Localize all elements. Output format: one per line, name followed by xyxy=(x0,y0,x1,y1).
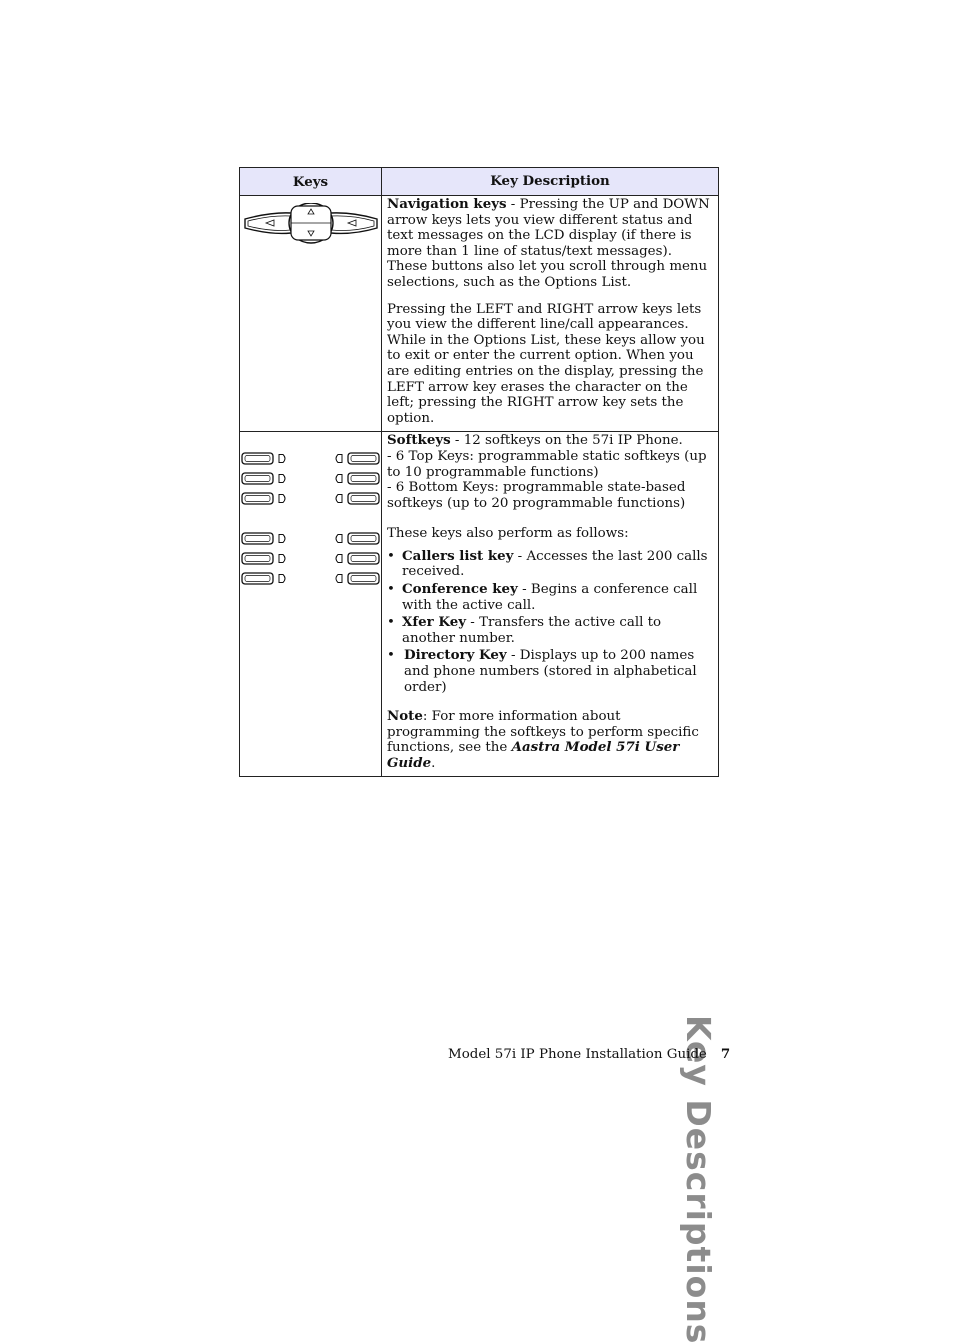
nav-title: Navigation keys xyxy=(387,196,507,212)
table-header-row xyxy=(240,168,718,195)
softkey-left xyxy=(242,493,285,504)
page-footer xyxy=(448,1046,731,1062)
softkeys-also-perform: These keys also perform as follows: xyxy=(387,526,629,542)
list-item xyxy=(387,615,713,646)
softkeys-row xyxy=(240,431,718,775)
softkey-left xyxy=(242,453,285,464)
bullet-term: Conference key xyxy=(402,581,518,598)
softkey-right xyxy=(336,533,379,544)
softkeys-note xyxy=(387,709,713,771)
softkeys-top-keys: - 6 Top Keys: programmable static softkeys (up to 10 programmable functions) xyxy=(387,448,707,480)
softkey-right xyxy=(336,553,379,564)
bullet-term: Callers list key xyxy=(402,547,514,564)
softkeys-title-rest: - 12 softkeys on the 57i IP Phone. xyxy=(450,433,683,449)
list-item xyxy=(387,549,713,580)
softkey-right xyxy=(336,573,379,584)
softkeys-description xyxy=(382,432,718,775)
nav-paragraph-1 xyxy=(387,197,713,291)
softkey-right xyxy=(336,453,379,464)
bullet-text: - Displays up to 200 names and phone numbers (stored in alphabetical order) xyxy=(404,648,697,695)
list-item xyxy=(387,648,713,695)
nav-p1-text: - Pressing the UP and DOWN arrow keys lets you view different status and text messages on the LCD display (if there is more than 1 line of status/text messages). These buttons also let you scroll through menu selections, such as the Options List. xyxy=(387,197,710,290)
key-description-table xyxy=(239,167,719,777)
footer-title: Model 57i IP Phone Installation Guide xyxy=(448,1047,707,1062)
note-label: Note xyxy=(387,708,423,725)
header-key-description: Key Description xyxy=(490,172,610,189)
softkeys-title: Softkeys xyxy=(387,432,451,449)
softkey-left xyxy=(242,473,285,484)
navigation-keypad-icon xyxy=(241,203,381,253)
note-text: : For more information about programming the softkeys to perform specific functions, see the xyxy=(387,709,699,756)
softkey-right xyxy=(336,473,379,484)
page-number: 7 xyxy=(720,1046,731,1062)
softkeys-icon xyxy=(240,450,382,610)
bullet-text: - Transfers the active call to another number. xyxy=(402,615,662,646)
list-item xyxy=(387,582,713,613)
navigation-keys-row xyxy=(240,195,718,431)
header-keys: Keys xyxy=(240,168,382,195)
bullet-term: Directory Key xyxy=(404,647,507,664)
navigation-keys-description xyxy=(382,196,718,431)
bullet-text: - Begins a conference call with the active call. xyxy=(402,582,698,613)
softkey-right xyxy=(336,493,379,504)
softkey-left xyxy=(242,533,285,544)
section-side-title: Key Descriptions xyxy=(679,1015,718,1344)
bullet-text: - Accesses the last 200 calls received. xyxy=(402,548,708,580)
softkeys-cell xyxy=(240,432,382,775)
nav-paragraph-2: Pressing the LEFT and RIGHT arrow keys lets you view the different line/call appearances. While in the Options List, these keys allow you to exit or enter the current option. When you are editing entries on the display, pressing the LEFT arrow key erases the character on the left; pressing the RIGHT arrow key sets the option. xyxy=(387,301,705,426)
navigation-keys-cell xyxy=(240,196,382,431)
softkeys-bottom-keys: - 6 Bottom Keys: programmable state-based softkeys (up to 20 programmable functions) xyxy=(387,480,686,511)
softkeys-intro xyxy=(387,433,713,449)
bullet-term: Xfer Key xyxy=(402,614,467,631)
note-reference: Aastra Model 57i User Guide xyxy=(387,739,680,771)
softkeys-bullet-list xyxy=(387,549,713,695)
softkey-left xyxy=(242,553,285,564)
note-end: . xyxy=(431,756,436,771)
softkey-left xyxy=(242,573,285,584)
